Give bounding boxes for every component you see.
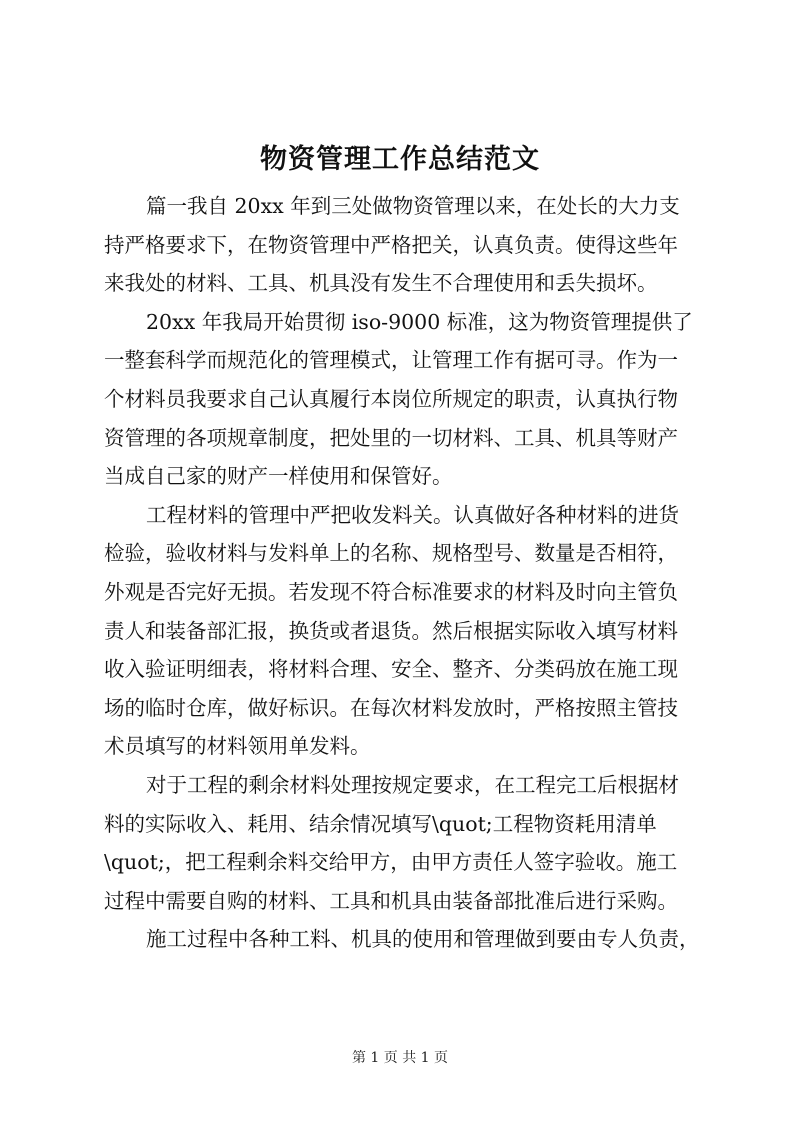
paragraph-line: 来我处的材料、工具、机具没有发生不合理使用和丢失损坏。 xyxy=(104,271,658,296)
document-title: 物资管理工作总结范文 xyxy=(260,144,540,175)
paragraph-line: 施工过程中各种工料、机具的使用和管理做到要由专人负责， xyxy=(146,927,700,952)
paragraph-line: 对于工程的剩余材料处理按规定要求，在工程完工后根据材 xyxy=(146,772,679,797)
paragraph-line: 过程中需要自购的材料、工具和机具由装备部批准后进行采购。 xyxy=(104,888,678,913)
document-body xyxy=(104,187,704,959)
paragraph-line: 术员填写的材料领用单发料。 xyxy=(104,734,371,759)
paragraph-line: 资管理的各项规章制度，把处里的一切材料、工具、机具等财产 xyxy=(104,425,678,450)
paragraph-line: 篇一我自 20xx 年到三处做物资管理以来，在处长的大力支 xyxy=(146,194,680,218)
paragraph-line: 料的实际收入、耗用、结余情况填写\quot;工程物资耗用清单 xyxy=(104,811,657,836)
paragraph-line: 外观是否完好无损。若发现不符合标准要求的材料及时向主管负 xyxy=(104,579,678,604)
page-footer: 第 1 页 共 1 页 xyxy=(351,1050,449,1066)
paragraph-line: 检验，验收材料与发料单上的名称、规格型号、数量是否相符， xyxy=(104,541,678,566)
paragraph-line: 工程材料的管理中严把收发料关。认真做好各种材料的进货 xyxy=(146,502,679,527)
paragraph-line: 一整套科学而规范化的管理模式，让管理工作有据可寻。作为一 xyxy=(104,348,678,373)
paragraph-line: 场的临时仓库，做好标识。在每次材料发放时，严格按照主管技 xyxy=(104,695,678,720)
paragraph-line: 持严格要求下，在物资管理中严格把关，认真负责。使得这些年 xyxy=(104,232,678,257)
paragraph-line: 当成自己家的财产一样使用和保管好。 xyxy=(104,464,453,489)
paragraph-line: 责人和装备部汇报，换货或者退货。然后根据实际收入填写材料 xyxy=(104,618,678,643)
paragraph-line: 收入验证明细表，将材料合理、安全、整齐、分类码放在施工现 xyxy=(104,657,678,682)
paragraph-line: 个材料员我要求自己认真履行本岗位所规定的职责，认真执行物 xyxy=(104,386,678,411)
paragraph-line: \quot;，把工程剩余料交给甲方，由甲方责任人签字验收。施工 xyxy=(104,850,678,875)
paragraph-line: 20xx 年我局开始贯彻 iso-9000 标准，这为物资管理提供了 xyxy=(146,309,693,334)
